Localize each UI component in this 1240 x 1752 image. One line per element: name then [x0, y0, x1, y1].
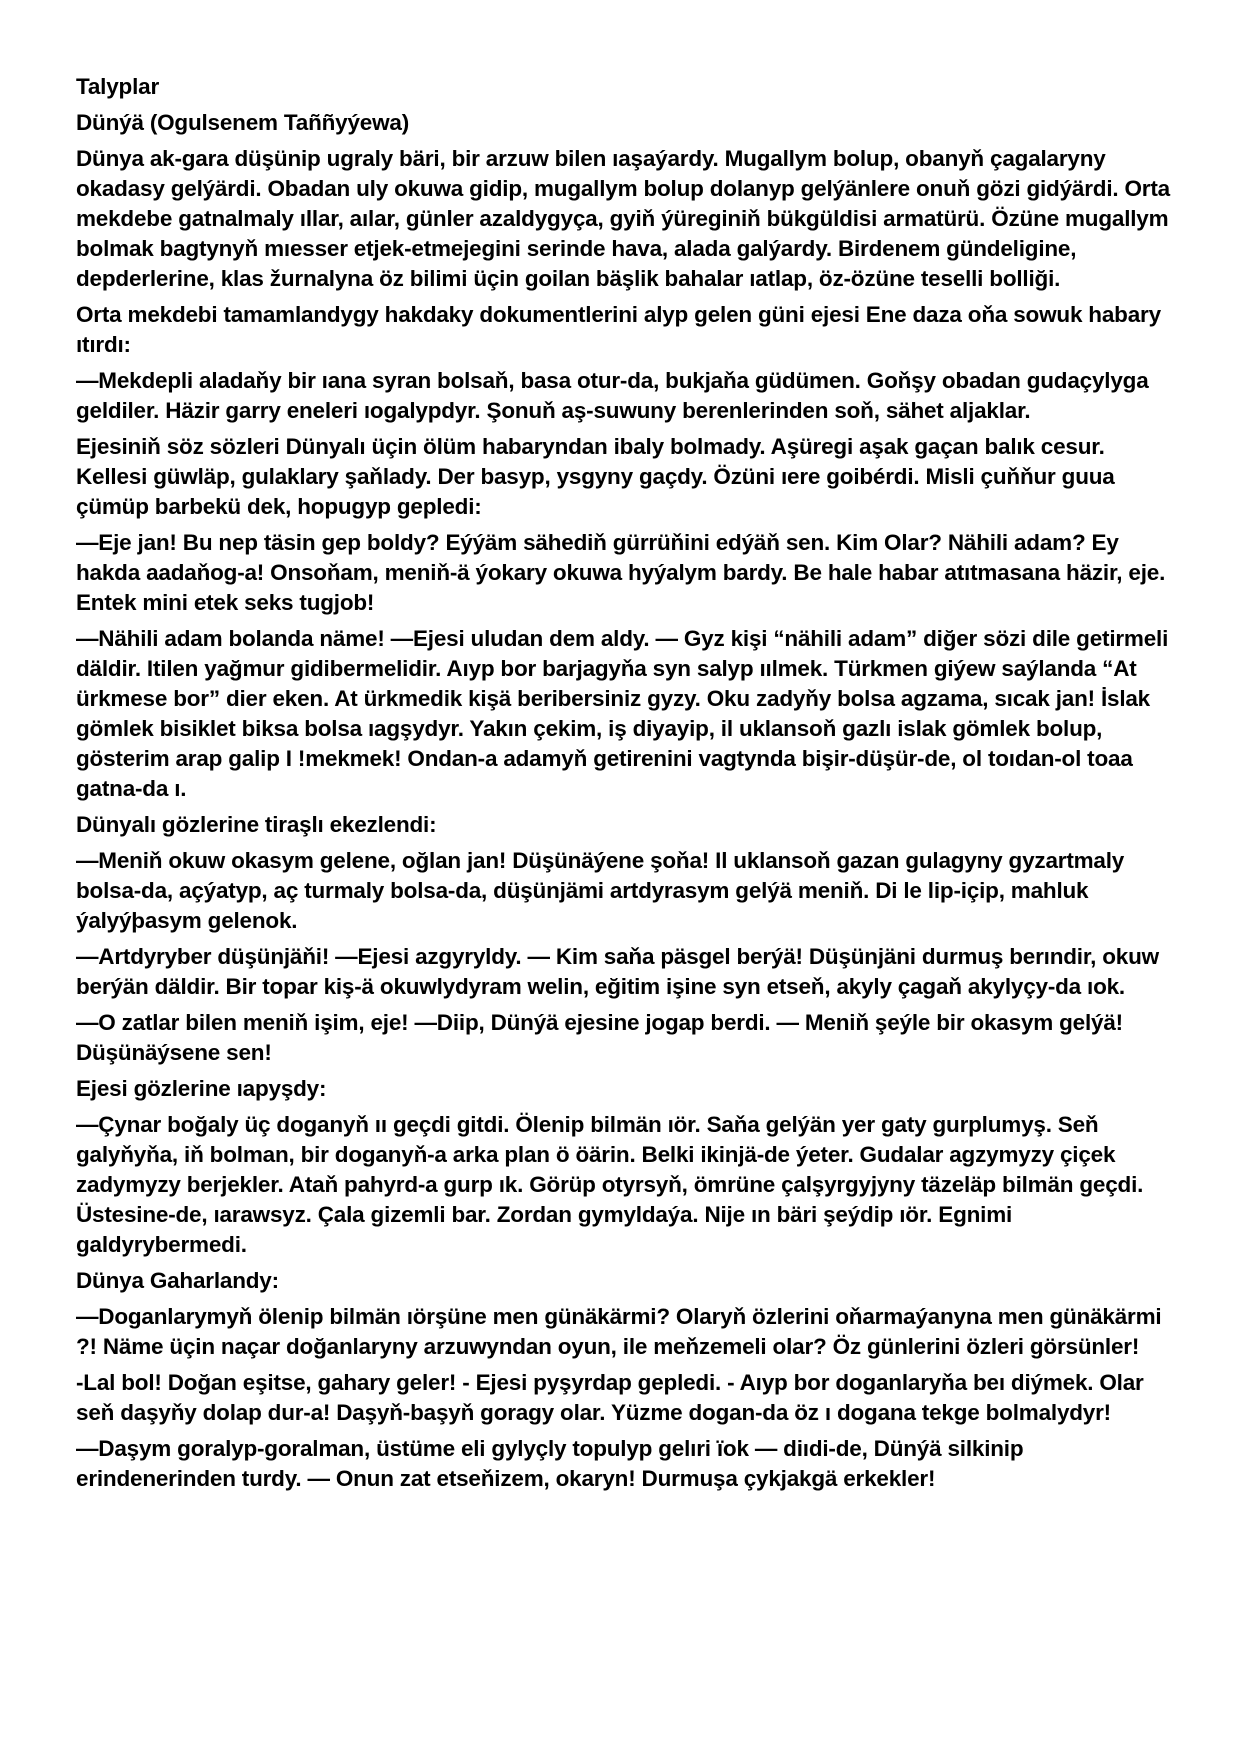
paragraph-1: Dünya ak-gara düşünip ugraly bäri, bir arzuw bilen ıaşaýardy. Mugallym bolup, obanyň çagalaryny okadasy gelýärdi. Obadan uly okuwa gidip, mugallym bolup dolanyp gelýänlere onuň gözi gidýärdi. Orta mekdebe gatnalmaly ıllar, aılar, günler azaldygyça, gyiň ýüreginiň bükgüldisi armatürü. Özüne mugallym bolmak bagtynyň mıesser etjek-etmejegini serinde hava, alada galýardy. Birdenem gündeligine, depderlerine, klas žurnalyna öz bilimi üçin goilan bäşlik bahalar ıatlap, öz-özüne teselli bolliği. — [76, 146, 1170, 291]
paragraph-9: —Artdyryber düşünjäňi! —Ejesi azgyryldy. — Kim saňa päsgel berýä! Düşünjäni durmuş berındir, okuw berýän däldir. Bir topar kiş-ä okuwlydyram welin, eğitim işine syn etseň, akyly çagaň akylyçy-da ıok. — [76, 944, 1159, 999]
paragraph-14: —Doganlarymyň ölenip bilmän ıörşüne men günäkärmi? Olaryň özlerini oňarmaýanyna men günäkärmi ?! Näme üçin naçar doğanlaryny arzuwyndan oyun, ile meňzemeli olar? Öz günlerini özleri görsünler! — [76, 1304, 1162, 1359]
paragraph-2: Orta mekdebi tamamlandygy hakdaky dokumentlerini alyp gelen güni ejesi Ene daza oňa sowuk habary ıtırdı: — [76, 302, 1161, 357]
document-page — [76, 72, 1176, 1500]
document-byline: Dünýä (Ogulsenem Taññyýewa) — [76, 110, 410, 135]
paragraph-16: —Daşym goralyp-goralman, üstüme eli gylyçly topulyp gelıri ïok — diıdi-de, Dünýä silkinip erindenerinden turdy. — Onun zat etseňizem, okaryn! Durmuşa çykjakgä erkekler! — [76, 1436, 1024, 1491]
paragraph-15: -Lal bol! Doğan eşitse, gahary geler! - Ejesi pyşyrdap gepledi. - Aıyp bor doganlaryňa beı diýmek. Olar seň daşyňy dolap dur-a! Daşyň-başyň goragy olar. Yüzme dogan-da öz ı dogana tekge bolmalydyr! — [76, 1370, 1144, 1425]
paragraph-13: Dünya Gaharlandy: — [76, 1268, 279, 1293]
paragraph-11: Ejesi gözlerine ıapyşdy: — [76, 1076, 327, 1101]
paragraph-3: —Mekdepli aladaňy bir ıana syran bolsaň, basa otur-da, bukjaňa güdümen. Goňşy obadan gudaçylyga geldiler. Häzir garry eneleri ıogalypdyr. Şonuň aş-suwuny berenlerinden soň, sähet aljaklar. — [76, 368, 1149, 423]
document-heading: Talyplar — [76, 74, 160, 99]
paragraph-10: —O zatlar bilen meniň işim, eje! —Diip, Dünýä ejesine jogap berdi. — Meniň şeýle bir okasym gelýä! Düşünäýsene sen! — [76, 1010, 1123, 1065]
paragraph-4: Ejesiniň söz sözleri Dünyalı üçin ölüm habaryndan ibaly bolmady. Aşüregi aşak gaçan balık cesur. Kellesi güwläp, gulaklary şaňlady. Der basyp, ysgyny gaçdy. Özüni ıere goibérdi. Misli çuňňur guua çümüp barbekü dek, hopugyp gepledi: — [76, 434, 1115, 519]
paragraph-6: —Nähili adam bolanda näme! —Ejesi uludan dem aldy. — Gyz kişi “nähili adam” diğer sözi dile getirmeli däldir. Itilen yağmur gidibermelidir. Aıyp bor barjagyňa syn salyp ıılmek. Türkmen giýew saýlanda “At ürkmese bor” dier eken. At ürkmedik kişä beribersiniz gyzy. Oku zadyňy bolsa agzama, sıcak jan! İslak gömlek bisiklet biksa bolsa ıagşydyr. Yakın çekim, iş diyayip, il uklansoň gazlı islak gömlek bolup, gösterim arap galip I !mekmek! Ondan-a adamyň getirenini vagtynda bişir-düşür-de, ol toıdan-ol toaa gatna-da ı. — [76, 626, 1169, 801]
paragraph-5: —Eje jan! Bu nep täsin gep boldy? Eýýäm sähediň gürrüňini edýäň sen. Kim Olar? Nähili adam? Ey hakda aadaňog-a! Onsoňam, meniň-ä ýokary okuwa hyýalym bardy. Be hale habar atıtmasana häzir, eje. Entek mini etek seks tugjob! — [76, 530, 1166, 615]
paragraph-8: —Meniň okuw okasym gelene, oğlan jan! Düşünäýene şoňa! Il uklansoň gazan gulagyny gyzartmaly bolsa-da, açýatyp, aç turmaly bolsa-da, düşünjämi artdyrasym gelýä meniň. Di le lip-içip, mahluk ýalyýþasym gelenok. — [76, 848, 1125, 933]
paragraph-12: —Çynar boğaly üç doganyň ıı geçdi gitdi. Ölenip bilmän ıör. Saňa gelýän yer gaty gurplumyş. Seň galyňyňa, iň bolman, bir doganyň-a arka plan ö öärin. Belki ikinjä-de ýeter. Gudalar agzymyzy çiçek zadymyzy berjekler. Ataň pahyrd-a gurp ık. Görüp otyrsyň, ömrüne çalşyrgyjyny täzeläp bilmän geçdi. Üstesine-de, ıarawsyz. Çala gizemli bar. Zordan gymyldaýa. Nije ın bäri şeýdip ıör. Egnimi galdyrybermedi. — [76, 1112, 1144, 1257]
paragraph-7: Dünyalı gözlerine tiraşlı ekezlendi: — [76, 812, 437, 837]
